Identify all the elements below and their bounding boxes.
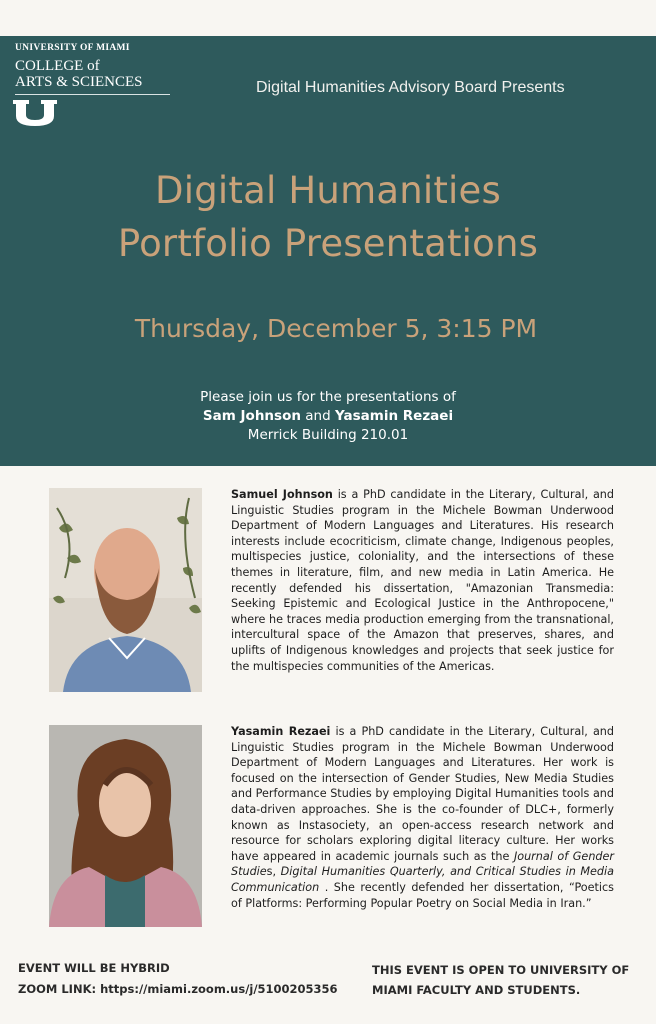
audience-line-2: MIAMI FACULTY AND STUDENTS. — [372, 983, 581, 997]
college-line-2: ARTS & SCIENCES — [15, 74, 143, 90]
u-logo-icon — [13, 100, 57, 126]
portrait-yasamin-rezaei — [49, 725, 202, 927]
event-date: Thursday, December 5, 3:15 PM — [134, 314, 538, 343]
presenter-1: Sam Johnson — [202, 408, 301, 424]
university-logo — [0, 36, 172, 131]
invite-line-1: Please join us for the presentations of — [200, 389, 456, 405]
bio-samuel-johnson — [231, 487, 614, 674]
bio-text: is a PhD candidate in the Literary, Cultural, and Linguistic Studies program in the Michele Bowman Underwood Department of Modern Languages and Literatures. His research interests include ecocriticism, climate change, Indigenous peoples, multispecies justice, coloniality, and the intersections of these themes in literature, film, and new media in Latin America. He recently defended his dissertation, "Amazonian Transmedia: Seeking Epistemic and Ecological Justice in the Anthropocene," where he traces media production emerging from the transnational, intercultural space of the Amazon that preserves, shares, and uplifts of Indigenous knowledges and projects that seek justice for the multispecies communities of the Americas. — [231, 488, 614, 673]
journal-dhq-csmc: Digital Humanities Quarterly, and Critical Studies in Media Communication — [231, 865, 614, 894]
university-name: UNIVERSITY OF MIAMI — [15, 43, 130, 53]
college-name — [15, 58, 175, 90]
journal-gender-studies: Journal of Gender Studie — [231, 849, 614, 879]
journal-separator: s, — [266, 865, 281, 879]
title-line-1: Digital Humanities — [155, 169, 501, 212]
event-details — [18, 958, 338, 1000]
top-margin — [0, 0, 656, 36]
event-title — [0, 164, 656, 270]
bio-name: Samuel Johnson — [231, 488, 333, 501]
title-line-2: Portfolio Presentations — [117, 222, 539, 265]
presenter-2: Yasamin Rezaei — [334, 408, 454, 424]
bio-yasamin-rezaei — [231, 724, 614, 911]
presenters-and: and — [305, 408, 331, 424]
presents-line: Digital Humanities Advisory Board Presents — [256, 79, 565, 96]
portrait-samuel-johnson — [49, 488, 202, 692]
audience-note — [372, 960, 632, 1000]
bio-text-end: . She recently defended her dissertation, “Poetics of Platforms: Performing Popular Poetry on Social Media in Iran.” — [231, 880, 614, 910]
logo-divider — [15, 94, 170, 95]
presenters-line — [0, 407, 656, 426]
zoom-link[interactable]: ZOOM LINK: https://miami.zoom.us/j/5100205356 — [18, 982, 338, 996]
hybrid-note: EVENT WILL BE HYBRID — [18, 961, 170, 975]
college-line-1: COLLEGE of — [15, 58, 100, 74]
event-location: Merrick Building 210.01 — [247, 427, 409, 443]
audience-line-1: THIS EVENT IS OPEN TO UNIVERSITY OF — [372, 963, 630, 977]
bio-name: Yasamin Rezaei — [231, 725, 331, 738]
invitation-text — [0, 388, 656, 445]
header-banner — [0, 36, 656, 466]
bio-text: is a PhD candidate in the Literary, Cultural, and Linguistic Studies program in the Michele Bowman Underwood Department of Modern Languages and Literatures. Her work is focused on the intersection of Gender Studies, New Media Studies and Performance Studies by employing Digital Humanities tools and data-driven approaches. She is the co-founder of DLC+, formerly known as Instasociety, an open-access research network and resource for scholars exploring digital literacy culture. Her works have appeared in academic journals such as the — [231, 725, 614, 863]
